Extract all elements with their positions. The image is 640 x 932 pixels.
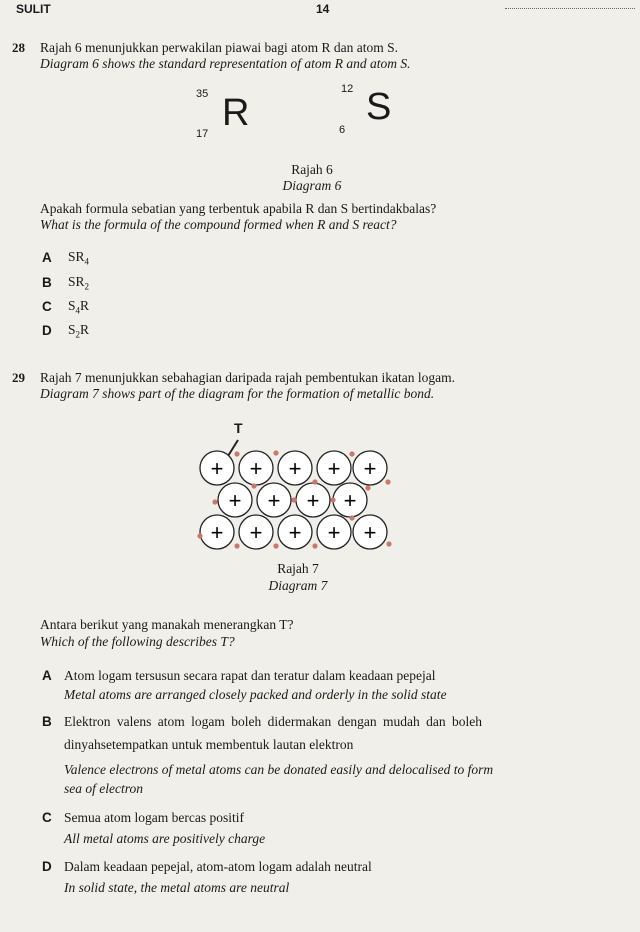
option-text-malay-line2: dinyahsetempatkan untuk membentuk lautan elektron (64, 737, 354, 752)
option-letter: D (42, 323, 52, 338)
ion-plus-sign: + (288, 520, 302, 545)
ion-plus-sign: + (228, 488, 242, 513)
electron (312, 543, 317, 548)
electron (273, 450, 278, 455)
atom-r-proton-number: 17 (196, 128, 209, 140)
option-text-malay: Semua atom logam bercas positif (64, 810, 244, 825)
option-letter: D (42, 859, 52, 874)
q28-option-a[interactable] (42, 249, 90, 267)
option-text-malay: Atom logam tersusun secara rapat dan teratur dalam keadaan pepejal (64, 668, 436, 683)
q28-stem-english: Diagram 6 shows the standard representation of atom R and atom S. (40, 56, 411, 71)
option-text-english: In solid state, the metal atoms are neutral (64, 880, 290, 895)
option-text-english-line2: sea of electron (64, 781, 143, 796)
header-sulit: SULIT (16, 2, 51, 16)
header-rule (505, 8, 635, 9)
metallic-bond-diagram (190, 436, 400, 556)
atom-s-symbol: S (366, 86, 392, 128)
ion-row-3 (200, 515, 387, 549)
electron (234, 543, 239, 548)
option-text-malay-line1: Elektron valens atom logam boleh didermakan dengan mudah dan boleh (64, 714, 483, 729)
ion-plus-sign: + (327, 520, 341, 545)
electron (386, 541, 391, 546)
ion-plus-sign: + (306, 488, 320, 513)
option-letter: A (42, 668, 52, 683)
electron (385, 479, 390, 484)
q28-option-b[interactable] (42, 274, 90, 292)
electron (234, 451, 239, 456)
electron (330, 497, 335, 502)
ion-plus-sign: + (327, 456, 341, 481)
option-letter: C (42, 299, 52, 314)
option-formula: $S_2R$ (68, 322, 90, 340)
option-letter: B (42, 714, 52, 729)
electron (197, 533, 202, 538)
ion-plus-sign: + (363, 456, 377, 481)
q29-stem-malay: Rajah 7 menunjukkan sebahagian daripada rajah pembentukan ikatan logam. (40, 370, 455, 385)
electron (349, 451, 354, 456)
q29-stem-english: Diagram 7 shows part of the diagram for the formation of metallic bond. (40, 386, 435, 401)
option-text-english: All metal atoms are positively charge (64, 831, 266, 846)
q28-option-c[interactable] (42, 298, 90, 316)
atom-s-mass-number: 12 (341, 83, 354, 95)
q28-question-english: What is the formula of the compound formed when R and S react? (40, 217, 397, 232)
option-letter: A (42, 250, 52, 265)
option-letter: C (42, 810, 52, 825)
option-formula: $SR_4$ (68, 249, 90, 267)
option-formula: $S_4R$ (68, 298, 90, 316)
ion-plus-sign: + (210, 456, 224, 481)
ion-plus-sign: + (249, 456, 263, 481)
ion-plus-sign: + (363, 520, 377, 545)
page-number: 14 (316, 2, 330, 16)
atom-r-mass-number: 35 (196, 88, 209, 100)
ion-row-1 (200, 451, 387, 485)
diagram7-caption-english: Diagram 7 (268, 578, 328, 593)
electron (251, 483, 256, 488)
electron (273, 543, 278, 548)
diagram7-caption-malay: Rajah 7 (277, 561, 319, 576)
electron (212, 499, 217, 504)
q28-number: 28 (12, 40, 25, 55)
option-text-malay: Dalam keadaan pepejal, atom-atom logam adalah neutral (64, 859, 372, 874)
ion-plus-sign: + (343, 488, 357, 513)
electron (349, 515, 354, 520)
diagram6-caption-english: Diagram 6 (282, 178, 342, 193)
ion-plus-sign: + (249, 520, 263, 545)
q28-stem-malay: Rajah 6 menunjukkan perwakilan piawai bagi atom R dan atom S. (40, 40, 399, 55)
atom-s-proton-number: 6 (339, 124, 346, 136)
q28-question-malay: Apakah formula sebatian yang terbentuk apabila R dan S bertindakbalas? (40, 201, 437, 216)
option-text-english-line1: Valence electrons of metal atoms can be donated easily and delocalised to form (64, 762, 494, 777)
ion-plus-sign: + (210, 520, 224, 545)
option-letter: B (42, 275, 52, 290)
diagram6-caption-malay: Rajah 6 (291, 162, 333, 177)
option-text-english: Metal atoms are arranged closely packed and orderly in the solid state (64, 687, 447, 702)
q28-option-d[interactable] (42, 322, 90, 340)
ion-plus-sign: + (267, 488, 281, 513)
atom-r-symbol: R (222, 92, 250, 134)
electron (312, 479, 317, 484)
diagram7-label-t: T (234, 420, 243, 436)
q29-number: 29 (12, 370, 25, 385)
electron (291, 497, 296, 502)
option-formula: $SR_2$ (68, 274, 90, 292)
ion-plus-sign: + (288, 456, 302, 481)
electron (365, 485, 370, 490)
q29-question-english: Which of the following describes T? (40, 634, 235, 649)
q29-question-malay: Antara berikut yang manakah menerangkan T? (40, 617, 294, 632)
